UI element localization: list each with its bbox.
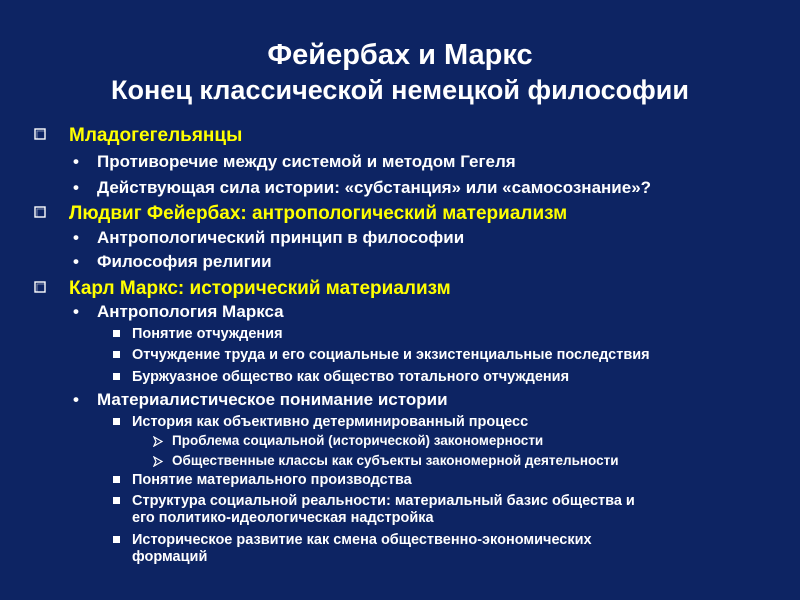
title-main: Фейербах и Маркс <box>267 39 533 71</box>
dot-bullet-icon: • <box>73 302 79 321</box>
sub-bullet-label: Буржуазное общество как общество тотального отчуждения <box>132 369 570 385</box>
checkbox-bullet-icon <box>34 206 46 218</box>
arrow-bullet-icon <box>153 456 164 467</box>
square-bullet-icon <box>113 330 120 337</box>
sub-bullet-label: Структура социальной реальности: материальный базис общества и <box>132 493 635 509</box>
square-bullet-icon <box>113 536 120 543</box>
sub-bullet-label: Понятие материального производства <box>132 472 412 488</box>
sub-bullet-label: его политико-идеологическая надстройка <box>132 510 434 526</box>
bullet-label: Философия религии <box>97 252 272 271</box>
title-subtitle: Конец классической немецкой философии <box>111 75 689 105</box>
sub-bullet-label: История как объективно детерминированный процесс <box>132 414 529 430</box>
square-bullet-icon <box>113 476 120 483</box>
sub-sub-bullet-label: Проблема социальной (исторической) закономерности <box>172 433 544 448</box>
square-bullet-icon <box>113 418 120 425</box>
sub-bullet-label: Отчуждение труда и его социальные и экзистенциальные последствия <box>132 347 650 363</box>
bullet-label: Материалистическое понимание истории <box>97 390 448 409</box>
checkbox-bullet-icon <box>34 281 46 293</box>
dot-bullet-icon: • <box>73 390 79 409</box>
square-bullet-icon <box>113 497 120 504</box>
slide-title <box>0 38 800 106</box>
section-heading-label: Младогегельянцы <box>69 125 243 146</box>
bullet-label: Действующая сила истории: «субстанция» или «самосознание»? <box>97 178 652 197</box>
sub-bullet-label: Историческое развитие как смена общественно-экономических <box>132 532 592 548</box>
square-bullet-icon <box>113 373 120 380</box>
section-heading-label: Людвиг Фейербах: антропологический материализм <box>69 203 568 224</box>
sub-sub-bullet-label: Общественные классы как субъекты закономерной деятельности <box>172 453 619 468</box>
arrow-bullet-icon <box>153 436 164 447</box>
dot-bullet-icon: • <box>73 228 79 247</box>
dot-bullet-icon: • <box>73 252 79 271</box>
bullet-label: Антропология Маркса <box>97 302 284 321</box>
bullet-label: Противоречие между системой и методом Гегеля <box>97 152 516 171</box>
square-bullet-icon <box>113 351 120 358</box>
checkbox-bullet-icon <box>34 128 46 140</box>
section-heading-label: Карл Маркс: исторический материализм <box>69 278 451 299</box>
sub-bullet-label: Понятие отчуждения <box>132 326 283 342</box>
sub-bullet-label: формаций <box>132 549 208 565</box>
dot-bullet-icon: • <box>73 152 79 171</box>
dot-bullet-icon: • <box>73 178 79 197</box>
bullet-label: Антропологический принцип в философии <box>97 228 465 247</box>
